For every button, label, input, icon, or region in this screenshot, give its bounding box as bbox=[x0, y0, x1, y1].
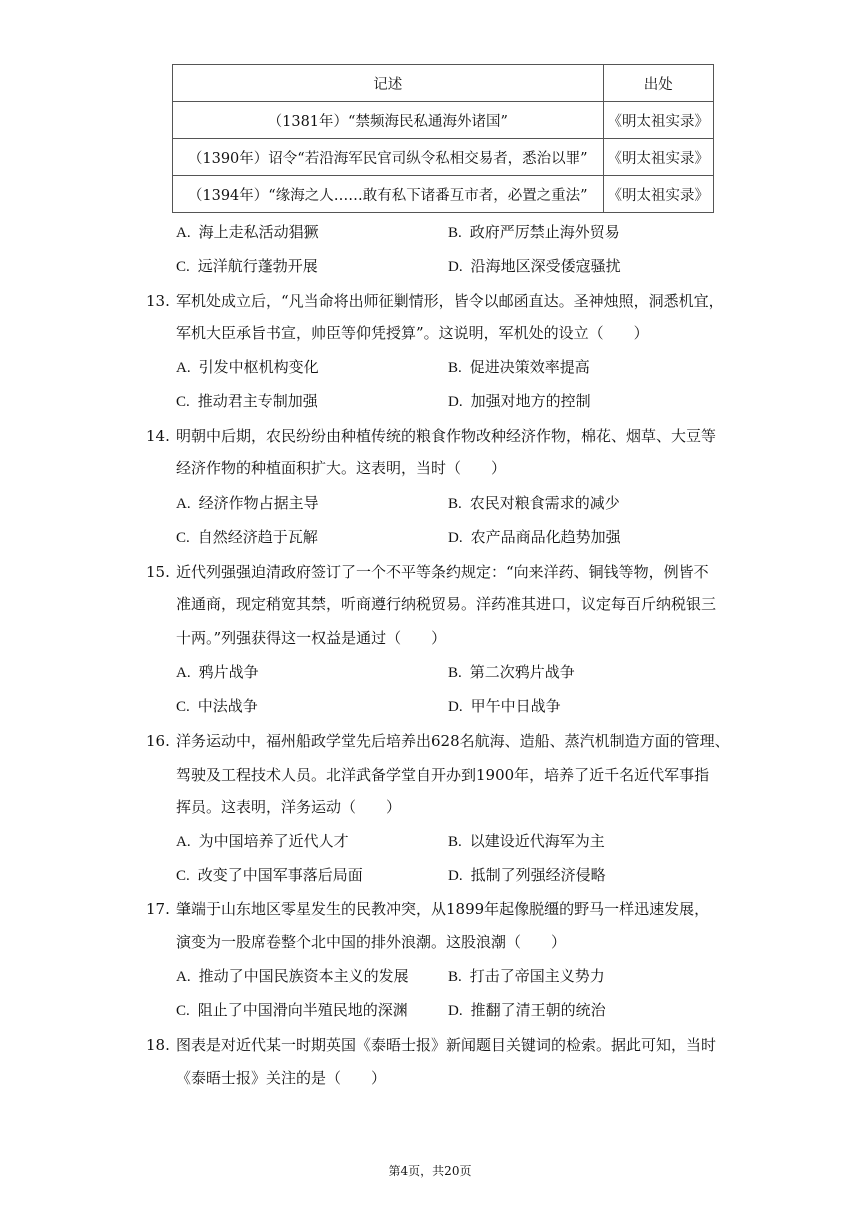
q13-option-b[interactable] bbox=[448, 357, 590, 378]
option-letter: D. bbox=[448, 1003, 463, 1019]
option-text: 加强对地方的控制 bbox=[470, 392, 591, 410]
option-text: 农产品商品化趋势加强 bbox=[470, 528, 621, 546]
option-letter: D. bbox=[448, 259, 463, 275]
q13-option-d[interactable] bbox=[448, 391, 591, 412]
option-text: 抵制了列强经济侵略 bbox=[470, 866, 606, 884]
option-letter: C. bbox=[176, 259, 190, 275]
q17-option-d[interactable] bbox=[448, 1000, 606, 1021]
option-letter: D. bbox=[448, 699, 463, 715]
q15-option-c[interactable] bbox=[176, 696, 258, 717]
q17-number: 17. bbox=[146, 900, 170, 918]
table-row bbox=[173, 139, 714, 176]
option-text: 沿海地区深受倭寇骚扰 bbox=[470, 257, 621, 275]
option-text: 农民对粮食需求的减少 bbox=[469, 494, 620, 512]
q16-stem-line: 洋务运动中，福州船政学堂先后培养出628名航海、造船、蒸汽机制造方面的管理、 bbox=[176, 732, 730, 750]
q15-stem-line: 近代列强强迫清政府签订了一个不平等条约规定：“向来洋药、铜钱等物，例皆不 bbox=[176, 563, 709, 581]
q18-number: 18. bbox=[146, 1036, 170, 1054]
option-letter: B. bbox=[448, 360, 462, 376]
option-letter: C. bbox=[176, 699, 190, 715]
option-letter: B. bbox=[448, 834, 462, 850]
option-text: 政府严厉禁止海外贸易 bbox=[469, 223, 620, 241]
option-text: 推动君主专制加强 bbox=[197, 392, 318, 410]
option-text: 第二次鸦片战争 bbox=[469, 663, 575, 681]
table-header-row bbox=[173, 65, 714, 102]
option-letter: D. bbox=[448, 530, 463, 546]
option-letter: B. bbox=[448, 225, 462, 241]
option-text: 打击了帝国主义势力 bbox=[469, 967, 605, 985]
option-text: 以建设近代海军为主 bbox=[469, 832, 605, 850]
q15-option-b[interactable] bbox=[448, 662, 575, 683]
q14-option-d[interactable] bbox=[448, 527, 621, 548]
q15-stem-line: 十两。”列强获得这一权益是通过（ ） bbox=[176, 629, 447, 647]
option-letter: B. bbox=[448, 665, 462, 681]
q16-stem-line: 挥员。这表明，洋务运动（ ） bbox=[176, 798, 402, 816]
table-cell-source: 《明太祖实录》 bbox=[603, 102, 714, 139]
q16-option-a[interactable] bbox=[176, 831, 349, 852]
option-letter: C. bbox=[176, 530, 190, 546]
table-header-record: 记述 bbox=[173, 65, 604, 102]
option-text: 甲午中日战争 bbox=[470, 697, 561, 715]
option-text: 经济作物占据主导 bbox=[198, 494, 319, 512]
table-row bbox=[173, 176, 714, 213]
table-cell-record: （1394年）“缘海之人……敢有私下诸番互市者，必置之重法” bbox=[173, 176, 604, 213]
option-letter: A. bbox=[176, 496, 191, 512]
q14-option-a[interactable] bbox=[176, 493, 319, 514]
q14-number: 14. bbox=[146, 427, 170, 445]
q17-stem-line: 演变为一股席卷整个北中国的排外浪潮。这股浪潮（ ） bbox=[176, 933, 567, 951]
table-cell-record: （1390年）诏令“若沿海军民官司纵令私相交易者，悉治以罪” bbox=[173, 139, 604, 176]
option-text: 阻止了中国滑向半殖民地的深渊 bbox=[197, 1001, 408, 1019]
option-text: 推翻了清王朝的统治 bbox=[470, 1001, 606, 1019]
option-letter: A. bbox=[176, 969, 191, 985]
option-letter: B. bbox=[448, 496, 462, 512]
q16-stem-line: 驾驶及工程技术人员。北洋武备学堂自开办到1900年，培养了近千名近代军事指 bbox=[176, 766, 710, 784]
option-text: 为中国培养了近代人才 bbox=[198, 832, 349, 850]
option-letter: D. bbox=[448, 394, 463, 410]
option-text: 中法战争 bbox=[197, 697, 258, 715]
option-letter: A. bbox=[176, 665, 191, 681]
q18-stem-line: 《泰晤士报》关注的是（ ） bbox=[176, 1069, 387, 1087]
q16-option-b[interactable] bbox=[448, 831, 605, 852]
option-text: 改变了中国军事落后局面 bbox=[197, 866, 363, 884]
q16-number: 16. bbox=[146, 732, 170, 750]
q15-stem-line: 准通商，现定稍宽其禁，听商遵行纳税贸易。洋药准其进口，议定每百斤纳税银三 bbox=[176, 595, 717, 613]
q14-option-c[interactable] bbox=[176, 527, 318, 548]
q12-option-a[interactable] bbox=[176, 222, 319, 243]
option-letter: D. bbox=[448, 868, 463, 884]
q16-option-c[interactable] bbox=[176, 865, 363, 886]
option-text: 促进决策效率提高 bbox=[469, 358, 590, 376]
option-letter: C. bbox=[176, 868, 190, 884]
option-text: 远洋航行蓬勃开展 bbox=[197, 257, 318, 275]
q13-stem-line: 军机处成立后，“凡当命将出师征剿情形，皆令以邮函直达。圣神烛照，洞悉机宜， bbox=[176, 292, 724, 310]
option-letter: A. bbox=[176, 360, 191, 376]
q15-number: 15. bbox=[146, 563, 170, 581]
q12-option-d[interactable] bbox=[448, 256, 621, 277]
q15-option-a[interactable] bbox=[176, 662, 259, 683]
q14-stem-line: 明朝中后期，农民纷纷由种植传统的粮食作物改种经济作物，棉花、烟草、大豆等 bbox=[176, 427, 717, 445]
q16-option-d[interactable] bbox=[448, 865, 606, 886]
table-cell-record: （1381年）“禁频海民私通海外诸国” bbox=[173, 102, 604, 139]
option-letter: C. bbox=[176, 394, 190, 410]
option-text: 自然经济趋于瓦解 bbox=[197, 528, 318, 546]
q13-option-a[interactable] bbox=[176, 357, 319, 378]
q18-stem-line: 图表是对近代某一时期英国《泰晤士报》新闻题目关键词的检索。据此可知，当时 bbox=[176, 1036, 717, 1054]
table-cell-source: 《明太祖实录》 bbox=[603, 176, 714, 213]
q17-option-c[interactable] bbox=[176, 1000, 408, 1021]
q17-option-a[interactable] bbox=[176, 966, 409, 987]
q12-option-c[interactable] bbox=[176, 256, 318, 277]
q14-option-b[interactable] bbox=[448, 493, 620, 514]
option-text: 推动了中国民族资本主义的发展 bbox=[198, 967, 409, 985]
source-table bbox=[172, 64, 714, 213]
page-footer: 第4页，共20页 bbox=[388, 1164, 472, 1178]
option-text: 海上走私活动猖獗 bbox=[198, 223, 319, 241]
q17-stem-line: 肇端于山东地区零星发生的民教冲突，从1899年起像脱缰的野马一样迅速发展， bbox=[176, 900, 710, 918]
option-text: 引发中枢机构变化 bbox=[198, 358, 319, 376]
q15-option-d[interactable] bbox=[448, 696, 561, 717]
table-header-source: 出处 bbox=[603, 65, 714, 102]
table-cell-source: 《明太祖实录》 bbox=[603, 139, 714, 176]
q14-stem-line: 经济作物的种植面积扩大。这表明，当时（ ） bbox=[176, 459, 507, 477]
option-letter: A. bbox=[176, 834, 191, 850]
option-text: 鸦片战争 bbox=[198, 663, 259, 681]
q13-stem-line: 军机大臣承旨书宣，帅臣等仰凭授算”。这说明，军机处的设立（ ） bbox=[176, 324, 649, 342]
option-letter: A. bbox=[176, 225, 191, 241]
option-letter: C. bbox=[176, 1003, 190, 1019]
option-letter: B. bbox=[448, 969, 462, 985]
table-row bbox=[173, 102, 714, 139]
q17-option-b[interactable] bbox=[448, 966, 605, 987]
q13-option-c[interactable] bbox=[176, 391, 318, 412]
q13-number: 13. bbox=[146, 292, 170, 310]
q12-option-b[interactable] bbox=[448, 222, 620, 243]
